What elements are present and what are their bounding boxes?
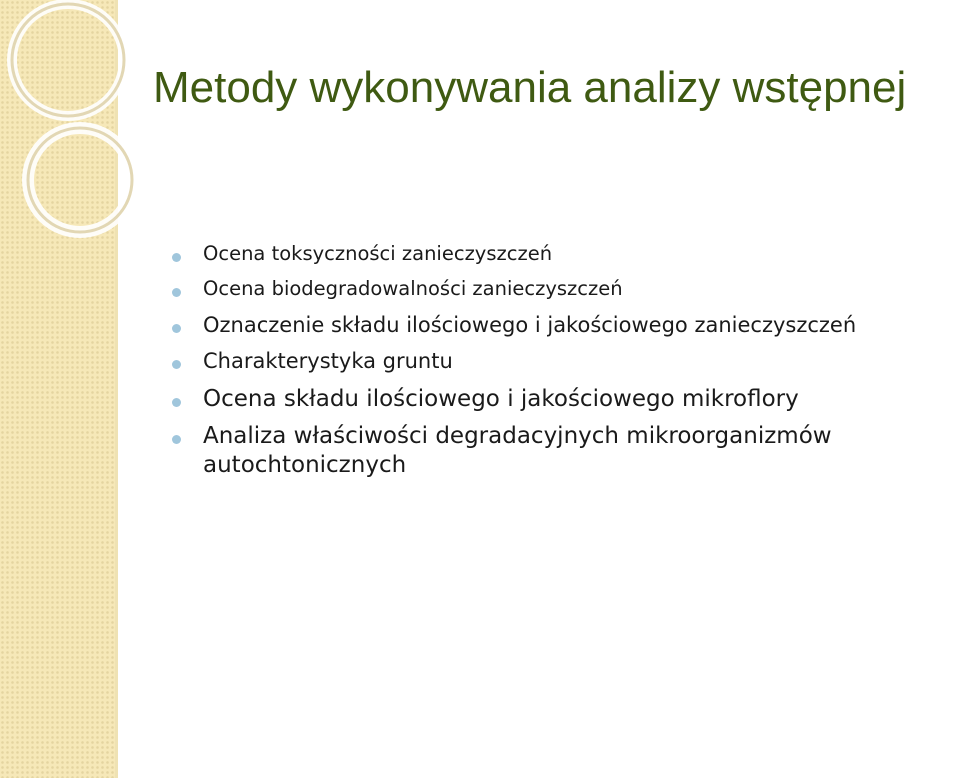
bullet-text: Ocena składu ilościowego i jakościowego mikroflory [203, 385, 799, 412]
bullet-text: Oznaczenie składu ilościowego i jakościowego zanieczyszczeń [203, 312, 857, 337]
decorative-ring-inner-line [28, 128, 132, 232]
bullet-item [172, 242, 932, 267]
bullet-item [172, 277, 932, 302]
bullet-text: Ocena toksyczności zanieczyszczeń [203, 242, 553, 265]
bullet-dot-icon [172, 360, 181, 369]
bullet-list [172, 242, 932, 488]
slide-title: Metody wykonywania analizy wstępnej [153, 63, 907, 112]
bullet-dot-icon [172, 435, 181, 444]
bullet-dot-icon [172, 398, 181, 407]
decorative-ring-outer-line [12, 4, 124, 116]
bullet-dot-icon [172, 253, 181, 262]
bullet-text: Ocena biodegradowalności zanieczyszczeń [203, 276, 623, 300]
bullet-text: Analiza właściwości degradacyjnych mikroorganizmów autochtonicznych [203, 423, 832, 479]
bullet-item [172, 348, 932, 375]
bullet-dot-icon [172, 288, 181, 297]
bullet-dot-icon [172, 324, 181, 333]
bullet-text: Charakterystyka gruntu [203, 349, 453, 374]
bullet-item [172, 385, 932, 414]
bullet-item [172, 312, 932, 339]
bullet-item [172, 422, 932, 480]
decorative-rings [0, 0, 200, 280]
